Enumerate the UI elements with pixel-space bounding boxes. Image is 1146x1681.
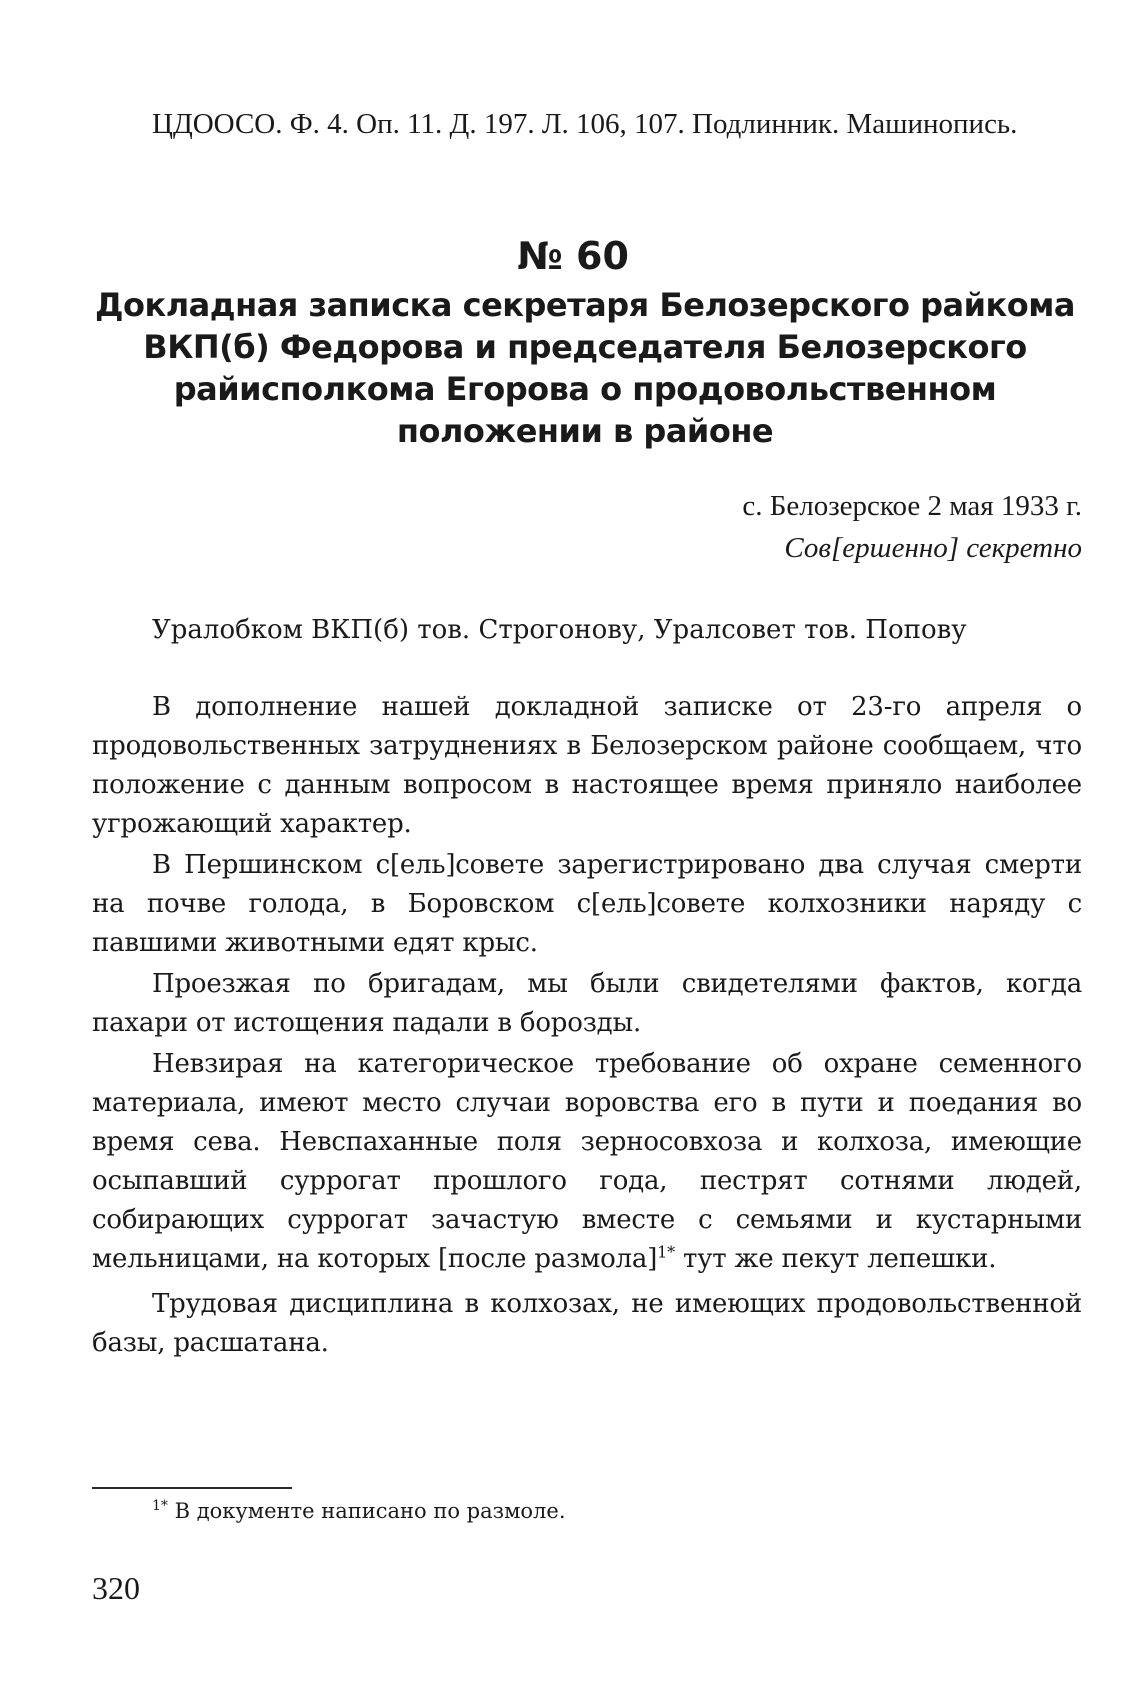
footnote-divider — [92, 1487, 292, 1489]
page-number: 320 — [92, 1570, 140, 1606]
document-title: Докладная записка секретаря Белозерского райкома ВКП(б) Федорова и председателя Белозерского райисполкома Егорова о продовольственном положении в районе — [95, 286, 1075, 450]
body-paragraph-2: В Першинском с[ель]совете зарегистрировано два случая смерти на почве голода, в Боровском с[ель]совете колхозники наряду с павшими животными едят крыс. — [92, 850, 1082, 958]
body-paragraph-4-text-b: тут же пекут лепешки. — [674, 1244, 997, 1274]
body-paragraph-4-text-a: Невзирая на категорическое требование об охране семенного материала, имеют место случаи воровства его в пути и поедания во время сева. Невспаханные поля зерносовхоза и колхоза, имеющие осыпавший суррогат прошлого года, пестрят сотнями людей, собирающих суррогат зачастую вместе с семьями и кустарными мельницами, на которых [после размола] — [92, 1049, 1082, 1274]
body-paragraph-4 — [92, 1045, 1082, 1279]
footnote-reference: 1* — [657, 1242, 675, 1262]
document-number: № 60 — [517, 234, 629, 278]
body-paragraph-1: В дополнение нашей докладной записке от 23-го апреля о продовольственных затруднениях в Белозерском районе сообщаем, что положение с данным вопросом в настоящее время приняло наиболее угрожающий характер. — [92, 692, 1082, 839]
body-paragraph-3: Проезжая по бригадам, мы были свидетелями фактов, когда пахари от истощения падали в борозды. — [92, 969, 1082, 1038]
place-and-date: с. Белозерское 2 мая 1933 г. — [742, 490, 1082, 522]
addressee-line: Уралобком ВКП(б) тов. Строгонову, Уралсовет тов. Попову — [152, 615, 967, 645]
footnote-marker: 1* — [152, 1498, 168, 1514]
archive-source-note: ЦДООСО. Ф. 4. Оп. 11. Д. 197. Л. 106, 107. Подлинник. Машинопись. — [152, 108, 1018, 140]
body-paragraph-5: Трудовая дисциплина в колхозах, не имеющих продовольственной базы, расшатана. — [92, 1289, 1082, 1358]
classification-mark: Сов[ершенно] секретно — [784, 532, 1082, 564]
footnote-text: В документе написано по размоле. — [167, 1499, 566, 1523]
footnote — [152, 1496, 566, 1526]
document-body — [92, 688, 1082, 1363]
